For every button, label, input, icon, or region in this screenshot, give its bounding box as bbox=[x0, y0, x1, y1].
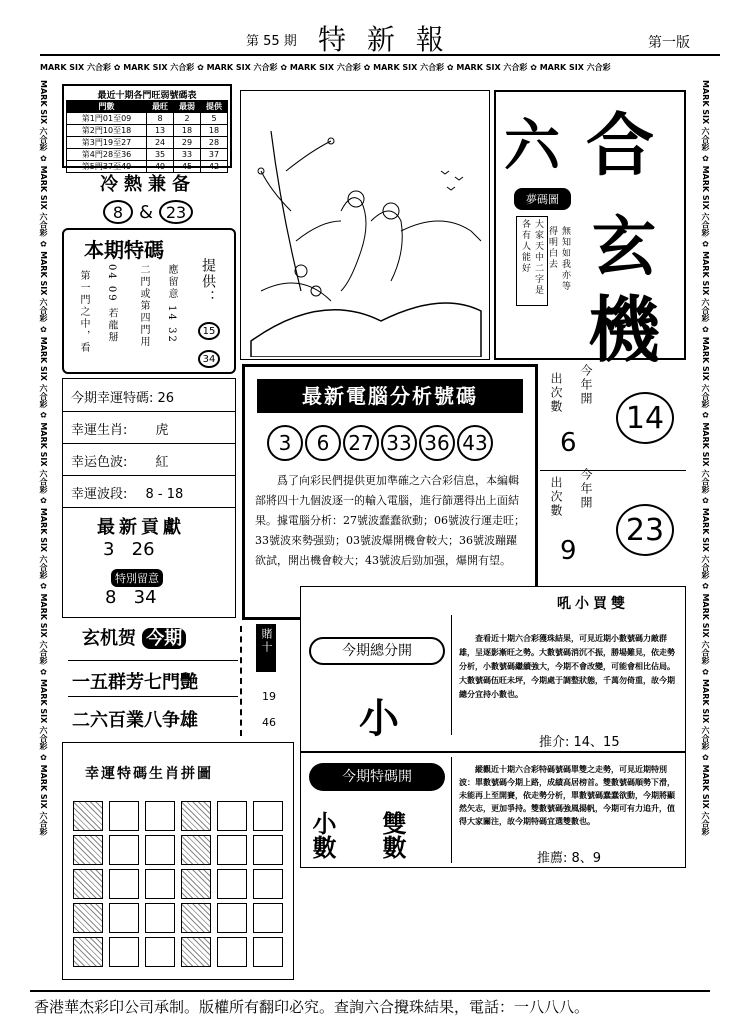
top-border-strip: MARK SIX 六合彩 ✿ MARK SIX 六合彩 ✿ MARK SIX 六合彩 ✿ MARK SIX 六合彩 ✿ MARK SIX 六合彩 ✿ MARK SIX 六合彩 ✿ MARK SIX 六合彩 bbox=[40, 63, 611, 72]
size-pick-value: 小 bbox=[359, 695, 399, 742]
size-pick-title: 吼小買雙 bbox=[557, 596, 629, 612]
poem-title: 玄机贺 今期 bbox=[82, 624, 186, 650]
table-row: 第2門10至18 13 18 18 bbox=[67, 125, 228, 137]
puzzle-tile bbox=[73, 801, 103, 831]
puzzle-tile bbox=[145, 937, 175, 967]
luck-info-box bbox=[62, 378, 236, 618]
ball-number: 36 bbox=[419, 425, 455, 461]
table-row: 第4門28至36 35 33 37 bbox=[67, 149, 228, 161]
puzzle-tile bbox=[181, 937, 211, 967]
right-border-strip: MARK SIX 六合彩 ✿ MARK SIX 六合彩 ✿ MARK SIX 六合彩 ✿ MARK SIX 六合彩 ✿ MARK SIX 六合彩 ✿ MARK SIX 六合彩 ✿ MARK SIX 六合彩 ✿ MARK SIX 六合彩 ✿ MARK SIX 六合彩 bbox=[701, 80, 710, 836]
side-label: 賭十 bbox=[256, 624, 276, 672]
special-provide: 提供： bbox=[200, 258, 216, 306]
header bbox=[40, 14, 720, 56]
stats-label: 今年開 bbox=[579, 468, 593, 510]
parity-pick-value: 小數 bbox=[308, 811, 337, 859]
zodiac-icon: 虎 bbox=[155, 423, 169, 438]
special-col: 應留意 14 32 bbox=[166, 264, 177, 344]
puzzle-tile bbox=[181, 903, 211, 933]
stats-count: 6 bbox=[560, 428, 577, 458]
landscape-illustration bbox=[241, 91, 487, 357]
puzzle-tile bbox=[145, 801, 175, 831]
computer-description: 爲了向彩民們提供更加準確之六合彩信息，本編輯部將四十九個波逐一的輸入電腦，進行篩選得出上面結果。據電腦分析：27號波蠢蠢欲動；06號波行運走旺；33號波來勢强勁；03號波爆開機會較大；36號波蹦躍欲試，開出機會較大；43號波后勁加强，爆開有望。 bbox=[255, 474, 525, 567]
illustration-box bbox=[240, 90, 490, 360]
special-col: 第一門之中，看 bbox=[78, 270, 89, 354]
size-pick-recommend: 推介: 14、15 bbox=[539, 735, 620, 750]
lucky-code-row: 今期幸運特碼: 26 bbox=[71, 391, 175, 406]
cold-hot-number: 8 bbox=[103, 200, 133, 224]
rank-table bbox=[66, 100, 228, 173]
puzzle-tile bbox=[73, 937, 103, 967]
zodiac-row: 幸運生肖: 虎 bbox=[71, 423, 169, 438]
cold-hot-section bbox=[62, 170, 234, 226]
special-title: 本期特碼 bbox=[84, 238, 164, 262]
computer-analysis-box bbox=[242, 364, 538, 620]
logo-box bbox=[494, 90, 686, 372]
rank-table-box bbox=[62, 84, 232, 171]
stats-label: 今年開 bbox=[579, 364, 593, 406]
logo-char: 六 bbox=[504, 113, 560, 179]
special-box bbox=[62, 228, 236, 374]
footer bbox=[30, 990, 710, 1018]
parity-pick-description: 縱觀近十期六合彩特碼號碼單雙之走勢，可見近期特別波：單數號碼今期上路，成績高居榜首。雙數號碼順勢下滑，未能再上至開賽，依走勢分析，單數號碼蠢蠢欲動，今期將顯然矢志，更加爭持。雙數號碼強風揚帆，今期可有力追升，值得大家關注，故今期特碼宜選雙數也。 bbox=[459, 764, 675, 826]
table-row: 第1門01至09 8 2 5 bbox=[67, 113, 228, 125]
puzzle-tile bbox=[109, 903, 139, 933]
puzzle-tile bbox=[253, 937, 283, 967]
special-col: 二門或第四門用 bbox=[138, 264, 149, 348]
ball-number: 43 bbox=[457, 425, 493, 461]
ball-number: 33 bbox=[381, 425, 417, 461]
puzzle-tile bbox=[73, 869, 103, 899]
puzzle-tile bbox=[181, 835, 211, 865]
puzzle-tile bbox=[253, 903, 283, 933]
computer-title: 最新電腦分析號碼 bbox=[257, 379, 523, 413]
puzzle-tile bbox=[109, 835, 139, 865]
puzzle-title: 幸運特碼生肖拼圖 bbox=[85, 766, 213, 782]
puzzle-tile bbox=[145, 835, 175, 865]
puzzle-tile bbox=[73, 835, 103, 865]
table-row: 第3門19至27 24 29 28 bbox=[67, 137, 228, 149]
edition-label: 第一版 bbox=[648, 35, 690, 51]
range-row: 幸運波段: 8 - 18 bbox=[71, 487, 184, 502]
rank-header: 最弱 bbox=[174, 101, 201, 113]
stats-number: 14 bbox=[616, 392, 674, 444]
parity-pick-box bbox=[300, 752, 686, 868]
rank-header: 最旺 bbox=[147, 101, 174, 113]
puzzle-tile bbox=[145, 869, 175, 899]
puzzle-tile bbox=[253, 801, 283, 831]
size-pick-label: 今期總分開 bbox=[309, 637, 445, 665]
puzzle-tile bbox=[217, 903, 247, 933]
logo-char: 合 bbox=[586, 106, 655, 186]
special-col: 04 09 若龍掰 bbox=[106, 264, 117, 344]
parity-pick-value: 雙數 bbox=[378, 811, 407, 859]
rank-header: 提供 bbox=[201, 101, 228, 113]
cold-hot-title: 冷熱兼备 bbox=[100, 174, 196, 195]
ball-number: 3 bbox=[267, 425, 303, 461]
puzzle-tile bbox=[217, 835, 247, 865]
computer-balls bbox=[267, 425, 495, 461]
side-number: 19 bbox=[262, 690, 276, 703]
ball-number: 6 bbox=[305, 425, 341, 461]
poem-line: 二六百業八争雄 bbox=[72, 710, 198, 731]
size-pick-description: 查看近十期六合彩獲珠結果，可見近期小數號碼力敵群雄，呈逐影漸旺之勢。大數號碼消沉不振，勝場難見，依走勢分析，小數號碼繼續強大，今期不會改變，可能會相比佔局。大數號碼伍旺未坪，今期處于調整狀態，千萬勿倚重，故今期總分宜持小數也。 bbox=[459, 633, 675, 699]
logo-scroll: 大家天中二字是各有人能好 bbox=[516, 216, 548, 306]
puzzle-tile bbox=[181, 801, 211, 831]
logo-char: 機 bbox=[588, 287, 661, 372]
puzzle-tile bbox=[181, 869, 211, 899]
puzzle-box bbox=[62, 742, 294, 980]
ball-number: 27 bbox=[343, 425, 379, 461]
stats-panel bbox=[540, 364, 686, 584]
puzzle-tile bbox=[217, 801, 247, 831]
contribution-title: 最新貢獻 bbox=[97, 517, 185, 538]
color-row: 幸运色波: 紅 bbox=[71, 455, 169, 470]
parity-pick-recommend: 推薦: 8、9 bbox=[537, 851, 602, 866]
logo-char: 玄 bbox=[592, 210, 656, 285]
puzzle-tile bbox=[253, 835, 283, 865]
stats-label: 出次數 bbox=[549, 372, 563, 414]
page-title: 特 新 報 bbox=[318, 23, 450, 56]
issue-number: 第 55 期 bbox=[246, 34, 297, 49]
rank-header: 門數 bbox=[67, 101, 147, 113]
stats-label: 出次數 bbox=[549, 476, 563, 518]
puzzle-tile bbox=[145, 903, 175, 933]
cold-hot-amp: & bbox=[138, 201, 154, 223]
special-number: 34 bbox=[198, 350, 220, 368]
contribution-numbers: 3 26 bbox=[103, 539, 155, 560]
rank-table-title: 最近十期各門旺弱號碼表 bbox=[97, 91, 197, 101]
stats-number: 23 bbox=[616, 504, 674, 556]
size-pick-box bbox=[300, 586, 686, 752]
parity-pick-label: 今期特碼開 bbox=[309, 763, 445, 791]
footer-text: 香港華杰彩印公司承制。版權所有翻印必究。查詢六合攪珠結果，電話：一八八八。 bbox=[34, 998, 590, 1016]
notice-numbers: 8 34 bbox=[105, 587, 157, 608]
puzzle-tile bbox=[109, 869, 139, 899]
puzzle-tile bbox=[253, 869, 283, 899]
puzzle-tile bbox=[109, 937, 139, 967]
puzzle-tile bbox=[109, 801, 139, 831]
puzzle-tile bbox=[217, 869, 247, 899]
poem-section bbox=[62, 620, 252, 740]
left-border-strip: MARK SIX 六合彩 ✿ MARK SIX 六合彩 ✿ MARK SIX 六合彩 ✿ MARK SIX 六合彩 ✿ MARK SIX 六合彩 ✿ MARK SIX 六合彩 ✿ MARK SIX 六合彩 ✿ MARK SIX 六合彩 ✿ MARK SIX 六合彩 bbox=[39, 80, 48, 836]
special-number: 15 bbox=[198, 322, 220, 340]
notice-label: 特別留意 bbox=[111, 569, 163, 587]
stats-count: 9 bbox=[560, 536, 577, 566]
cold-hot-number: 23 bbox=[159, 200, 193, 224]
puzzle-tile bbox=[217, 937, 247, 967]
poem-line: 一五群芳七門艷 bbox=[72, 672, 198, 693]
logo-seal: 夢碼圖 bbox=[514, 188, 571, 210]
table-row: 第5門37至49 49 45 42 bbox=[67, 161, 228, 173]
logo-scroll: 無知如我亦等得明白去 bbox=[547, 226, 570, 292]
puzzle-tile bbox=[73, 903, 103, 933]
side-number: 46 bbox=[262, 716, 276, 729]
